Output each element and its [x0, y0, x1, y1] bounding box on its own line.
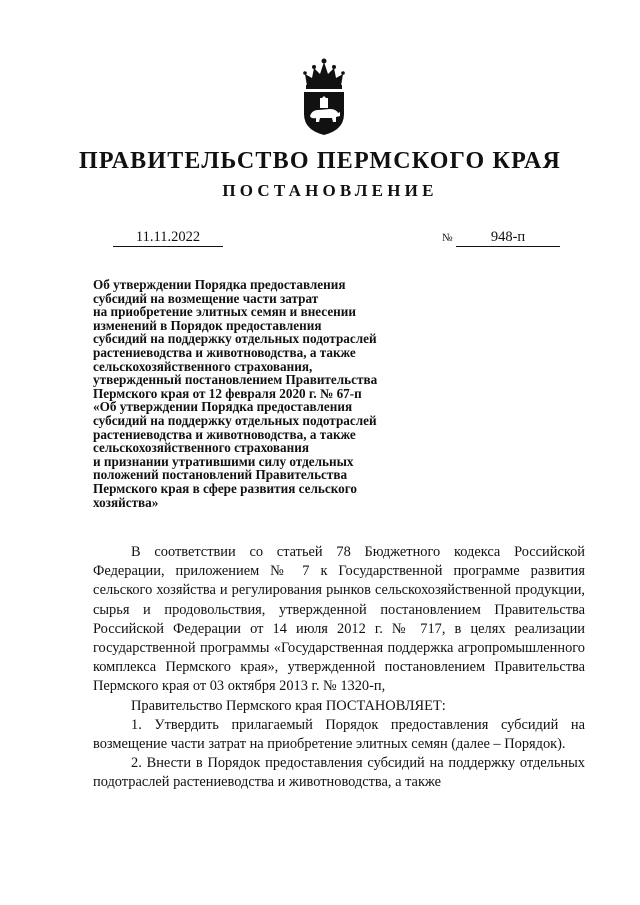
title-line: хозяйства»: [93, 494, 159, 510]
title-line: Пермского края от 12 февраля 2020 г. № 67-п: [93, 385, 362, 401]
title-line: утвержденный постановлением Правительства: [93, 372, 378, 388]
title-line: и признании утратившими силу отдельных: [93, 453, 354, 469]
clause-2: 2. Внести в Порядок предоставления субсидий на поддержку отдельных подотраслей растениеводства и животноводства, а также: [93, 755, 585, 791]
title-line: растениеводства и животноводства, а также: [93, 344, 356, 360]
title-line: субсидий на возмещение части затрат: [93, 290, 319, 306]
government-title: ПРАВИТЕЛЬСТВО ПЕРМСКОГО КРАЯ: [78, 148, 562, 174]
document-date: 11.11.2022: [113, 228, 223, 247]
document-number: 948-п: [456, 228, 560, 247]
title-line: Об утверждении Порядка предоставления: [93, 277, 346, 292]
number-sign: №: [442, 232, 453, 244]
preamble-paragraph: В соответствии со статьей 78 Бюджетного кодекса Российской Федерации, приложением № 7 к Государственной программе развития сельского хозяйства и регулирования рынков сельскохозяйственной продукции, сырья и продовольствия, утвержденной постановлением Правительства Российской Федерации от 14 июля 2012 г. № 717, в целях реализации государственной программы «Государственная поддержка агропромышленного комплекса Пермского края», утвержденной постановлением Правительства Пермского края от 03 октября 2013 г. № 1320-п,: [93, 544, 585, 695]
clause-1: 1. Утвердить прилагаемый Порядок предоставления субсидий на возмещение части затрат на приобретение элитных семян (далее – Порядок).: [93, 716, 585, 753]
title-line: субсидий на поддержку отдельных подотраслей: [93, 331, 377, 347]
resolution-body: [93, 543, 585, 793]
title-line: сельскохозяйственного страхования,: [93, 358, 313, 374]
decree-statement: Правительство Пермского края ПОСТАНОВЛЯЕТ:: [131, 697, 446, 714]
title-line: сельскохозяйственного страхования: [93, 440, 309, 456]
title-line: субсидий на поддержку отдельных подотраслей: [93, 412, 377, 428]
perm-krai-coat-of-arms: [298, 56, 350, 136]
title-line: изменений в Порядок предоставления: [93, 317, 322, 333]
resolution-title: [93, 278, 453, 509]
title-line: растениеводства и животноводства, а также: [93, 426, 356, 442]
title-line: положений постановлений Правительства: [93, 467, 348, 483]
title-line: на приобретение элитных семян и внесении: [93, 304, 356, 320]
title-line: Пермского края в сфере развития сельского: [93, 480, 357, 496]
title-line: «Об утверждении Порядка предоставления: [93, 399, 353, 415]
document-type: ПОСТАНОВЛЕНИЕ: [222, 181, 438, 200]
